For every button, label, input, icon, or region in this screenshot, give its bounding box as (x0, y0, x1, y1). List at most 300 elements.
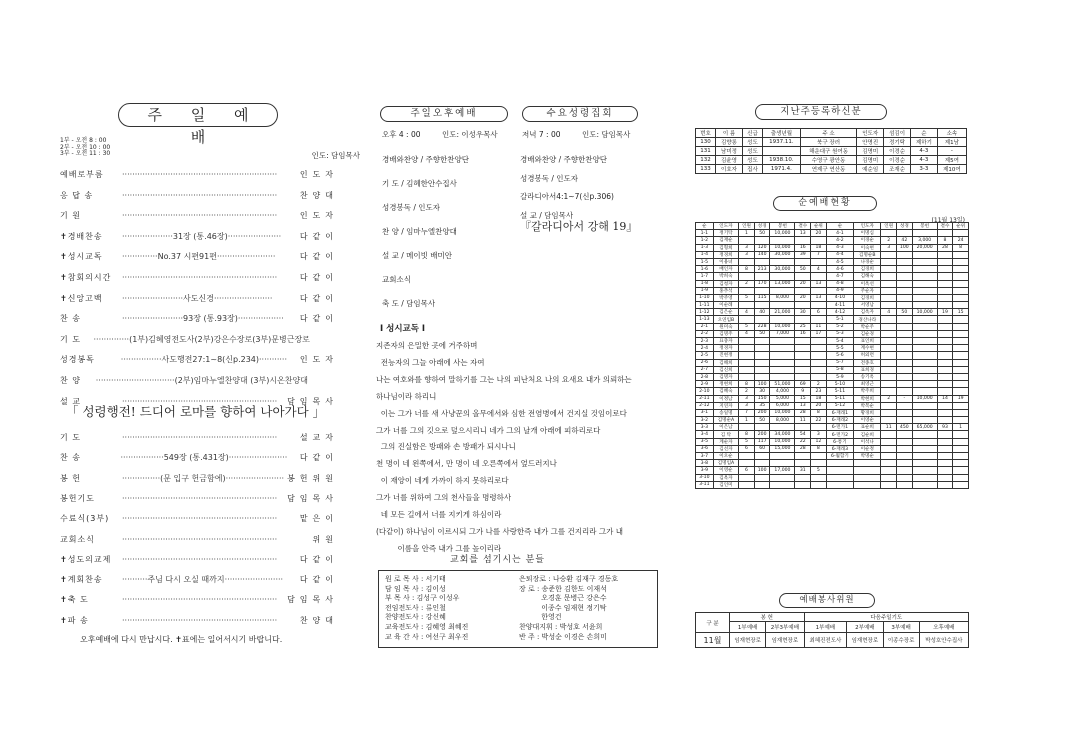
offerings-cell: 50 (754, 417, 770, 424)
order-person: 담임목사 (287, 396, 338, 406)
offerings-cell: 2-8 (696, 373, 714, 380)
offerings-cell: 5-8 (826, 366, 853, 373)
offerings-cell (770, 373, 795, 380)
offerings-cell (811, 460, 827, 467)
offerings-cell (770, 359, 795, 366)
officer-line: 찬양전도사 : 강신혜 (385, 613, 446, 622)
offerings-cell (912, 373, 937, 380)
offerings-cell (881, 330, 897, 337)
offerings-cell: 김청자 (713, 280, 739, 287)
order-label: 설 교 (60, 396, 81, 406)
offerings-cell: 표인희 (854, 338, 881, 345)
afternoon-time: 오후 4 : 00 (382, 130, 421, 139)
offerings-cell: 김경희 (854, 294, 881, 301)
offerings-cell (953, 273, 969, 280)
offerings-cell (739, 352, 755, 359)
order-detail: ····························································· (122, 211, 278, 221)
offerings-cell (937, 481, 953, 488)
offerings-cell: 39 (795, 251, 811, 258)
serve-sub-3: 1부예배 (804, 622, 847, 633)
service-leader: 인도: 담임목사 (311, 151, 360, 160)
offerings-cell (739, 273, 755, 280)
order-label: ✝성도의교제 (60, 554, 112, 564)
order-detail: ··········주님 다시 오실 때까지······················· (122, 575, 284, 585)
offerings-cell: 200 (754, 409, 770, 416)
offerings-cell: 김인미 (713, 481, 739, 488)
offerings-cell (897, 330, 913, 337)
offerings-cell: - (897, 395, 913, 402)
table-row (696, 273, 969, 280)
offerings-cell (897, 366, 913, 373)
order-label: ✝신앙고백 (60, 293, 103, 303)
order-label: 찬 송 (60, 314, 81, 324)
offerings-cell (754, 258, 770, 265)
officers-box (378, 570, 658, 648)
offerings-cell (881, 230, 897, 237)
offerings-cell (953, 258, 969, 265)
order-label: 찬 송 (60, 453, 81, 463)
offerings-cell: 1-10 (696, 294, 714, 301)
offerings-cell: 13 (811, 280, 827, 287)
offerings-cell: 정경희 (713, 251, 739, 258)
offerings-cell (937, 352, 953, 359)
offerings-cell (854, 460, 881, 467)
offerings-cell: 30,000 (770, 251, 795, 258)
reading-line: (다같이) 하나님이 이르시되 그가 나를 사랑한즉 내가 그를 건지리라 그가 내 (376, 526, 624, 536)
order-detail: ····················31장 (통.46장)····················· (122, 231, 282, 241)
responsive-reading-heading: Ⅰ 성시교독 Ⅰ (380, 324, 426, 334)
registration-cell: 이경순 (884, 147, 911, 156)
offerings-cell: 30,000 (770, 266, 795, 273)
offerings-cell (912, 388, 937, 395)
offerings-cell (770, 345, 795, 352)
table-row (696, 352, 969, 359)
offerings-cell (770, 338, 795, 345)
table-row (696, 388, 969, 395)
offerings-cell: 계수현 (854, 345, 881, 352)
offerings-cell: 8 (811, 409, 827, 416)
offerings-cell (937, 467, 953, 474)
offerings-cell (897, 323, 913, 330)
offerings-cell (795, 424, 811, 431)
offerings-cell: 김은순 (713, 309, 739, 316)
reading-line: 이는 그가 너를 새 사냥꾼의 올무에서와 심한 전염병에서 건지실 것임이로다 (376, 408, 627, 418)
offerings-cell: 2-10 (696, 388, 714, 395)
offerings-header-cell: 인도자 (713, 223, 739, 230)
offerings-cell (912, 460, 937, 467)
offerings-header-cell: 결수 (795, 223, 811, 230)
offerings-cell: 8 (953, 244, 969, 251)
offerings-cell (770, 316, 795, 323)
offerings-header-cell: 인도자 (854, 223, 881, 230)
offerings-cell: 이명심 (854, 230, 881, 237)
registration-header-cell: 섬김이 (884, 129, 911, 138)
offerings-cell: 3 (811, 431, 827, 438)
offerings-cell (795, 237, 811, 244)
offerings-cell: 17,000 (770, 467, 795, 474)
offerings-cell (739, 366, 755, 373)
offerings-cell (811, 338, 827, 345)
offerings-cell (881, 352, 897, 359)
offerings-cell: 김옥자 (854, 309, 881, 316)
order-item (60, 513, 338, 524)
table-row (696, 266, 969, 273)
table-row (696, 460, 969, 467)
offerings-cell: 213 (754, 266, 770, 273)
offerings-cell: 2-7 (696, 366, 714, 373)
offerings-cell: 최영근 (854, 381, 881, 388)
offerings-cell (754, 237, 770, 244)
offerings-cell: 5-5 (826, 345, 853, 352)
offerings-cell: 이순례 (713, 302, 739, 309)
order-person: 다같이 (299, 575, 338, 585)
table-row (696, 323, 969, 330)
registration-body (696, 138, 967, 174)
offerings-cell (912, 266, 937, 273)
offerings-cell: 주순자 (854, 287, 881, 294)
offerings-cell: 이정남 (713, 395, 739, 402)
offerings-cell (795, 481, 811, 488)
order-detail: ··············(1부)김혜영전도사(2부)강은수장로(3부)문병근장로 (93, 334, 310, 344)
offerings-cell: 69 (795, 381, 811, 388)
offerings-cell (739, 287, 755, 294)
offerings-cell (937, 266, 953, 273)
offerings-cell: 3,000 (912, 237, 937, 244)
offerings-cell (912, 251, 937, 258)
table-row (696, 359, 969, 366)
offerings-cell: 6-재래1 (826, 409, 853, 416)
order-item (60, 169, 338, 180)
serve-cell-1: 임재현장로 (730, 633, 766, 648)
order-label: 수료식(3부) (60, 514, 110, 524)
offerings-cell (953, 388, 969, 395)
offerings-cell: 배인자 (713, 266, 739, 273)
registration-cell: 남미정 (716, 147, 743, 156)
offerings-cell (754, 481, 770, 488)
offerings-cell: 31 (795, 467, 811, 474)
offerings-cell (897, 316, 913, 323)
table-row (696, 381, 969, 388)
offerings-cell: 3-9 (696, 467, 714, 474)
offerings-cell: 1-5 (696, 258, 714, 265)
offerings-cell: 100 (897, 244, 913, 251)
offerings-cell (826, 474, 853, 481)
offerings-cell (881, 323, 897, 330)
sunday-service-title: 주 일 예 배 (118, 103, 278, 127)
serve-month: 11월 (696, 633, 730, 648)
order-item (60, 251, 338, 262)
offerings-cell: 13 (795, 402, 811, 409)
offerings-cell (912, 345, 937, 352)
offerings-cell: 이석나 (854, 438, 881, 445)
registration-header-cell: 인도자 (857, 129, 884, 138)
order-detail: ····························································· (122, 595, 278, 605)
officer-line: 전임전도사 : 류인철 (385, 603, 446, 612)
offerings-cell: 5-11 (826, 395, 853, 402)
offerings-cell (754, 316, 770, 323)
offerings-cell (881, 460, 897, 467)
offerings-cell (881, 280, 897, 287)
offerings-cell (770, 302, 795, 309)
offerings-cell: 5-10 (826, 381, 853, 388)
order-person: 다같이 (299, 273, 338, 282)
offerings-cell (811, 237, 827, 244)
offerings-cell: 20 (795, 294, 811, 301)
offerings-cell: 이숙현 (854, 244, 881, 251)
offerings-cell (937, 330, 953, 337)
offerings-header-cell: 성경 (897, 223, 913, 230)
offerings-cell: 1-11 (696, 302, 714, 309)
offerings-cell: 1-9 (696, 287, 714, 294)
offerings-header-cell: 순위 (953, 223, 969, 230)
program-item: 경배와찬양 / 주향한찬양단 (382, 155, 469, 164)
offerings-cell: 8,000 (770, 417, 795, 424)
order-detail: ····························································· (122, 554, 278, 564)
offerings-cell (937, 474, 953, 481)
offerings-cell: 김순희 (854, 431, 881, 438)
registration-cell: 수영구 광안동 (800, 156, 856, 165)
offerings-cell (881, 251, 897, 258)
offerings-cell (897, 438, 913, 445)
offerings-cell: 김해숙 (854, 273, 881, 280)
offerings-cell (912, 359, 937, 366)
offerings-cell (795, 345, 811, 352)
registration-header (696, 129, 967, 138)
registration-cell: 이경순 (884, 156, 911, 165)
registration-cell: 130 (696, 138, 716, 147)
offerings-cell (897, 467, 913, 474)
offerings-cell: 18 (811, 395, 827, 402)
offerings-cell: 4-8 (826, 280, 853, 287)
serve-table (695, 612, 969, 648)
offerings-cell: 50 (795, 266, 811, 273)
program-item: 성경봉독 / 인도자 (520, 173, 579, 183)
offerings-cell: 13 (811, 294, 827, 301)
offerings-header-cell: 순 (696, 223, 714, 230)
offerings-cell (937, 373, 953, 380)
order-person: 다같이 (299, 252, 338, 262)
offerings-cell: 1-6 (696, 266, 714, 273)
offerings-cell (912, 294, 937, 301)
offerings-cell (953, 287, 969, 294)
offerings-cell (953, 338, 969, 345)
offerings-cell: 22 (795, 438, 811, 445)
serve-sub-2: 2부3부예배 (766, 622, 804, 633)
offerings-cell (739, 460, 755, 467)
offerings-cell: 이순정 (854, 445, 881, 452)
offerings-cell (770, 258, 795, 265)
officer-line: 오경훈 문병근 강은수 (519, 594, 607, 603)
offerings-cell: 황경희 (854, 409, 881, 416)
registration-cell: 성도 (742, 138, 762, 147)
offerings-cell (912, 467, 937, 474)
offerings-cell (912, 302, 937, 309)
offerings-cell: 23 (811, 388, 827, 395)
offerings-cell: 15 (795, 395, 811, 402)
offerings-cell: 19 (953, 395, 969, 402)
offerings-cell: 65,000 (912, 424, 937, 431)
order-detail: ····························································· (122, 433, 278, 442)
offerings-cell: 송기옥 (854, 373, 881, 380)
order-detail: ················사도행전27:1~8(신p.234)··········· (120, 355, 287, 365)
offerings-cell (881, 438, 897, 445)
offerings-cell: 50 (897, 309, 913, 316)
table-row (696, 481, 969, 488)
offerings-cell: 이영순 (713, 467, 739, 474)
offerings-cell (897, 431, 913, 438)
officer-line: 찬양대지휘 : 박성호 서윤희 (519, 622, 603, 631)
offerings-cell: 6-먼가2 (826, 431, 853, 438)
offerings-cell: 2-3 (696, 338, 714, 345)
offerings-cell (754, 366, 770, 373)
offerings-cell: 93 (937, 424, 953, 431)
offerings-cell (897, 352, 913, 359)
program-item: 경배와찬양 / 주향한찬양단 (520, 155, 607, 164)
offerings-cell: 14 (937, 395, 953, 402)
serve-h-prayer: 다음주일기도 (804, 613, 968, 622)
serve-title: 예배봉사위원 (779, 593, 875, 608)
reading-line: 천 명이 네 왼쪽에서, 만 명이 네 오른쪽에서 엎드러지나 (376, 459, 557, 469)
offerings-cell (897, 460, 913, 467)
offerings-cell (953, 453, 969, 460)
registration-cell: 제하기 (910, 138, 937, 147)
offerings-cell (912, 409, 937, 416)
offerings-cell (754, 273, 770, 280)
offerings-cell: 11 (811, 323, 827, 330)
offerings-cell: 100 (754, 381, 770, 388)
officer-line: 교육전도사 : 김혜영 최혜진 (385, 622, 469, 631)
offerings-cell (912, 366, 937, 373)
offerings-cell (912, 338, 937, 345)
officer-line: 반 주 : 박성순 이경은 손희미 (519, 632, 607, 641)
offerings-cell (953, 402, 969, 409)
offerings-cell (953, 373, 969, 380)
offerings-cell (912, 431, 937, 438)
offerings-cell: 20,000 (912, 244, 937, 251)
offerings-cell: 정경자 (713, 345, 739, 352)
offerings-cell: 21,000 (770, 309, 795, 316)
offerings-body (696, 230, 969, 489)
offerings-cell: 2-2 (696, 330, 714, 337)
service-time-2: 2부 - 오전 10 : 00 (60, 143, 111, 151)
registration-cell: 예순임 (857, 165, 884, 174)
offerings-cell: 2-4 (696, 345, 714, 352)
offerings-cell (881, 302, 897, 309)
offerings-cell (953, 467, 969, 474)
offerings-cell: 19 (937, 309, 953, 316)
offerings-cell: 8 (739, 431, 755, 438)
order-person: 맡은이 (299, 514, 338, 524)
registration-cell: 김향롱 (716, 138, 743, 147)
offerings-cell: 원미숙 (713, 323, 739, 330)
offerings-cell (854, 467, 881, 474)
offerings-cell (953, 302, 969, 309)
offerings-cell: 2-12 (696, 402, 714, 409)
order-person: 위원 (312, 534, 338, 544)
offerings-cell (953, 280, 969, 287)
offerings-cell: 계순자 (713, 438, 739, 445)
offerings-cell (881, 381, 897, 388)
table-row (696, 251, 969, 258)
offerings-cell (754, 373, 770, 380)
order-person: 인도자 (299, 211, 338, 221)
offerings-cell: 2-11 (696, 395, 714, 402)
offerings-cell: 10,000 (770, 409, 795, 416)
offerings-cell (897, 258, 913, 265)
offerings-cell (811, 258, 827, 265)
order-person: 다같이 (299, 231, 338, 241)
order-item (60, 190, 338, 201)
offerings-cell: 24 (953, 237, 969, 244)
order-person: 담임목사 (287, 493, 338, 503)
offerings-cell: 4-5 (826, 258, 853, 265)
offerings-cell: 28 (937, 244, 953, 251)
order-detail: ·······························(2부)임마누엘찬양대 (3부)시온찬양대 (95, 376, 308, 385)
offerings-cell: 김해희 (713, 359, 739, 366)
offerings-cell (937, 366, 953, 373)
program-item: 성경봉독 / 인도자 (382, 203, 441, 212)
order-item (60, 615, 338, 626)
offerings-cell (953, 366, 969, 373)
offerings-cell: 4 (739, 330, 755, 337)
offerings-cell (754, 359, 770, 366)
serve-sub-5: 3부예배 (883, 622, 919, 633)
offerings-cell: 나경순 (854, 258, 881, 265)
offerings-cell (754, 338, 770, 345)
sermon-title: 「 성령행전! 드디어 로마를 향하여 나아가다 」 (66, 404, 326, 419)
registration-cell: 제5여 (937, 156, 966, 165)
reading-line: 지존자의 은밀한 곳에 거주하며 (376, 341, 478, 350)
offerings-cell: 송일명 (713, 409, 739, 416)
offerings-cell (739, 338, 755, 345)
offerings-cell: 김신희 (713, 366, 739, 373)
offerings-cell: 3 (739, 402, 755, 409)
offerings-cell: 15,000 (770, 445, 795, 452)
offerings-cell (881, 366, 897, 373)
offerings-cell: 3-11 (696, 481, 714, 488)
offerings-cell: 6-재래3 (826, 445, 853, 452)
offerings-cell: 35 (754, 402, 770, 409)
offerings-cell: 표순희 (854, 424, 881, 431)
offerings-cell (953, 409, 969, 416)
program-item: 축 도 / 담임목사 (382, 299, 436, 308)
offerings-cell (937, 323, 953, 330)
offerings-cell: 표충자 (713, 338, 739, 345)
offerings-cell (739, 481, 755, 488)
registration-header-cell: 주 소 (800, 129, 856, 138)
registration-header-cell: 출생년월 (763, 129, 801, 138)
offerings-cell: 4 (881, 309, 897, 316)
order-detail: ····························································· (122, 493, 278, 503)
offerings-cell (811, 287, 827, 294)
offerings-cell (770, 366, 795, 373)
registration-header-cell: 신급 (742, 129, 762, 138)
registration-cell: 제10여 (937, 165, 966, 174)
reading-line: 하나님이라 하리니 (376, 391, 437, 401)
offerings-cell: 22 (811, 417, 827, 424)
offerings-cell (795, 258, 811, 265)
offerings-cell: 4-4 (826, 251, 853, 258)
table-row (696, 156, 967, 165)
order-detail: ····························································· (122, 534, 278, 544)
offerings-cell (770, 237, 795, 244)
offerings-cell: 1 (739, 417, 755, 424)
order-detail: ····························································· (122, 396, 278, 406)
offerings-cell: 3-6 (696, 445, 714, 452)
offerings-cell (754, 424, 770, 431)
table-row (696, 431, 969, 438)
table-row (696, 244, 969, 251)
